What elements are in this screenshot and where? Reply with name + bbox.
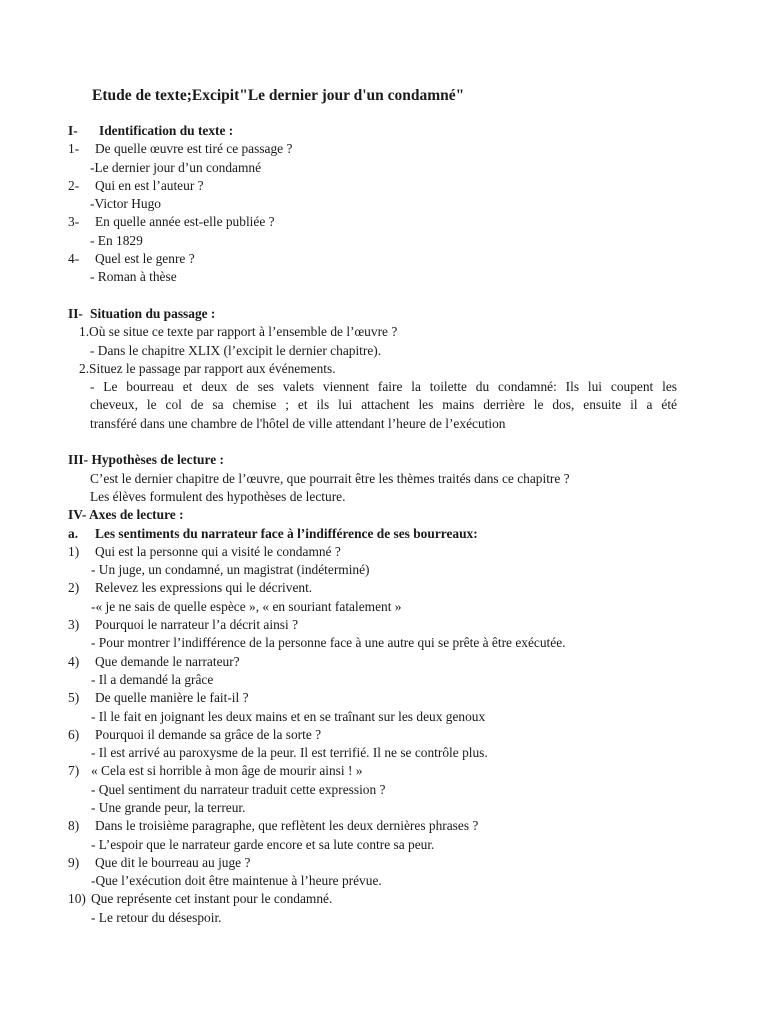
answer-line <box>0 195 768 213</box>
subsection-heading <box>0 525 768 543</box>
answer-text: - Une grande peur, la terreur. <box>91 799 246 815</box>
section-2-heading <box>0 305 768 323</box>
question-text: Qui en est l’auteur ? <box>95 177 204 193</box>
question-line <box>0 543 768 561</box>
question-text: 2.Situez le passage par rapport aux événements. <box>79 360 336 376</box>
question-number: 5) <box>68 690 80 706</box>
answer-line <box>0 708 768 726</box>
question-text: Que demande le narrateur? <box>95 653 240 669</box>
question-text: Pourquoi le narrateur l’a décrit ainsi ? <box>95 617 299 633</box>
answer-text: - Pour montrer l’indifférence de la personne face à une autre qui se prête à être exécutée. <box>91 635 566 651</box>
question-line <box>0 854 768 872</box>
answer-text: - L’espoir que le narrateur garde encore et sa lute contre sa peur. <box>91 836 435 852</box>
question-line <box>0 140 768 158</box>
answer-text: -« je ne sais de quelle espèce », « en souriant fatalement » <box>91 598 402 614</box>
question-text: Que dit le bourreau au juge ? <box>95 854 251 870</box>
question-line <box>0 579 768 597</box>
question-line <box>0 250 768 268</box>
answer-line <box>0 232 768 250</box>
question-number: 9) <box>68 854 80 870</box>
question-line <box>0 689 768 707</box>
section-4-title: IV- Axes de lecture : <box>68 507 184 523</box>
answer-line <box>0 396 768 414</box>
section-2-title: Situation du passage : <box>90 305 216 321</box>
answer-line <box>0 744 768 762</box>
document-body <box>0 122 768 927</box>
answer-text: transféré dans une chambre de l'hôtel de ville attendant l’heure de l’exécution <box>90 415 506 431</box>
answer-text: - Quel sentiment du narrateur traduit cette expression ? <box>91 781 386 797</box>
answer-line <box>0 872 768 890</box>
question-line <box>0 653 768 671</box>
question-number: 1- <box>68 141 80 157</box>
paragraph-text: C’est le dernier chapitre de l’œuvre, que pourrait être les thèmes traités dans ce chapitre ? <box>90 470 570 486</box>
question-line <box>0 177 768 195</box>
answer-line <box>0 378 768 396</box>
question-number: 1) <box>68 543 80 559</box>
answer-text: - Roman à thèse <box>90 269 177 285</box>
question-number: 2) <box>68 580 80 596</box>
answer-text: - Dans le chapitre XLIX (l’excipit le dernier chapitre). <box>90 342 382 358</box>
section-4-heading <box>0 506 768 524</box>
question-number: 6) <box>68 726 80 742</box>
section-1-number: I- <box>68 123 78 138</box>
subsection-number: a. <box>68 525 79 541</box>
answer-line <box>0 598 768 616</box>
answer-text: - Le retour du désespoir. <box>91 909 222 925</box>
spacer <box>0 287 768 305</box>
question-line <box>0 616 768 634</box>
answer-text: - Un juge, un condamné, un magistrat (indéterminé) <box>91 562 370 578</box>
answer-text: -Le dernier jour d’un condamné <box>90 159 262 175</box>
question-text: Qui est la personne qui a visité le condamné ? <box>95 543 341 559</box>
answer-line <box>0 799 768 817</box>
answer-line <box>0 836 768 854</box>
answer-text: - Il a demandé la grâce <box>91 671 214 687</box>
question-number: 10) <box>68 891 86 907</box>
answer-line <box>0 415 768 433</box>
answer-line <box>0 159 768 177</box>
answer-text: - Il est arrivé au paroxysme de la peur. Il est terrifié. Il ne se contrôle plus. <box>91 745 488 761</box>
question-text: 1.Où se situe ce texte par rapport à l’ensemble de l’œuvre ? <box>79 324 398 340</box>
paragraph-line <box>0 488 768 506</box>
question-line <box>0 213 768 231</box>
answer-line <box>0 634 768 652</box>
question-text: De quelle manière le fait-il ? <box>95 690 249 706</box>
question-line <box>0 360 768 378</box>
section-1-title: Identification du texte : <box>99 123 234 138</box>
section-1-heading <box>0 122 768 140</box>
question-number: 8) <box>68 818 80 834</box>
question-line <box>0 762 768 780</box>
answer-text: -Que l’exécution doit être maintenue à l’heure prévue. <box>91 873 382 889</box>
question-number: 7) <box>68 763 80 779</box>
question-text: De quelle œuvre est tiré ce passage ? <box>95 141 293 157</box>
answer-text: - Il le fait en joignant les deux mains et en se traînant sur les deux genoux <box>91 708 486 724</box>
question-number: 4) <box>68 653 80 669</box>
question-text: Que représente cet instant pour le condamné. <box>91 891 333 907</box>
answer-line <box>0 671 768 689</box>
question-number: 3) <box>68 617 80 633</box>
section-3-title: III- Hypothèses de lecture : <box>68 452 224 468</box>
question-line <box>0 323 768 341</box>
answer-line <box>0 561 768 579</box>
question-text: En quelle année est-elle publiée ? <box>95 214 275 230</box>
spacer <box>0 433 768 451</box>
answer-line <box>0 268 768 286</box>
paragraph-text: Les élèves formulent des hypothèses de lecture. <box>90 488 346 504</box>
question-number: 3- <box>68 214 80 230</box>
question-text: Relevez les expressions qui le décrivent. <box>95 580 313 596</box>
question-number: 2- <box>68 177 80 193</box>
question-line <box>0 726 768 744</box>
subsection-title: Les sentiments du narrateur face à l’indifférence de ses bourreaux: <box>95 525 478 541</box>
question-text: « Cela est si horrible à mon âge de mourir ainsi ! » <box>91 763 363 779</box>
question-text: Dans le troisième paragraphe, que reflètent les deux dernières phrases ? <box>95 818 479 834</box>
document-title: Etude de texte;Excipit"Le dernier jour d'un condamné" <box>92 87 465 104</box>
answer-line <box>0 781 768 799</box>
answer-text: cheveux, le col de sa chemise ; et ils lui attachent les mains derrière le dos, ensuite il a été <box>90 397 677 413</box>
question-line <box>0 817 768 835</box>
question-text: Pourquoi il demande sa grâce de la sorte ? <box>95 726 322 742</box>
answer-text: -Victor Hugo <box>90 196 161 212</box>
question-line <box>0 890 768 908</box>
section-3-heading <box>0 451 768 469</box>
answer-text: - En 1829 <box>90 232 143 248</box>
section-2-number: II- <box>68 305 83 321</box>
answer-text: - Le bourreau et deux de ses valets viennent faire la toilette du condamné: Ils lui coupent les <box>90 379 677 395</box>
paragraph-line <box>0 470 768 488</box>
answer-line <box>0 342 768 360</box>
answer-line <box>0 909 768 927</box>
question-text: Quel est le genre ? <box>95 251 195 267</box>
question-number: 4- <box>68 251 80 267</box>
